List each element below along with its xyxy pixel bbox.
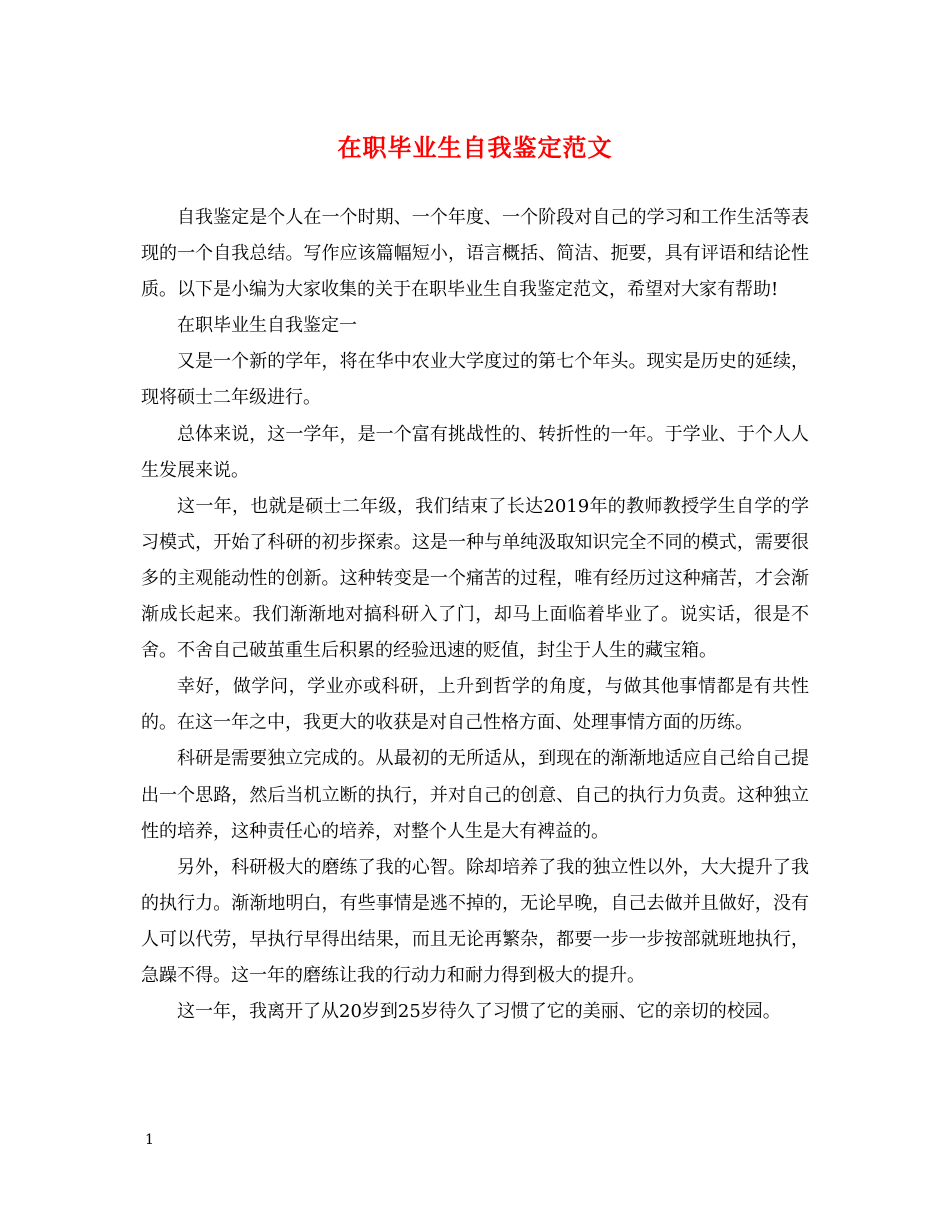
- section-heading: 在职毕业生自我鉴定一: [177, 315, 357, 337]
- paragraph: 总体来说，这一学年，是一个富有挑战性的、转折性的一年。于学业、于个人人生发展来说。: [141, 423, 809, 481]
- paragraph-intro: 自我鉴定是个人在一个时期、一个年度、一个阶段对自己的学习和工作生活等表现的一个自我总结。写作应该篇幅短小，语言概括、简洁、扼要，具有评语和结论性质。以下是小编为大家收集的关于在职毕业生自我鉴定范文，希望对大家有帮助!: [141, 207, 809, 301]
- document-body: [141, 200, 809, 1030]
- paragraph: 幸好，做学问，学业亦或科研，上升到哲学的角度，与做其他事情都是有共性的。在这一年之中，我更大的收获是对自己性格方面、处理事情方面的历练。: [141, 676, 809, 734]
- page-number: 1: [145, 1132, 154, 1148]
- paragraph: 另外，科研极大的磨练了我的心智。除却培养了我的独立性以外，大大提升了我的执行力。渐渐地明白，有些事情是逃不掉的，无论早晚，自己去做并且做好，没有人可以代劳，早执行早得出结果，而且无论再繁杂，都要一步一步按部就班地执行，急躁不得。这一年的磨练让我的行动力和耐力得到极大的提升。: [141, 856, 809, 986]
- paragraph: 又是一个新的学年，将在华中农业大学度过的第七个年头。现实是历史的延续，现将硕士二年级进行。: [141, 351, 809, 409]
- document-title: 在职毕业生自我鉴定范文: [337, 133, 613, 162]
- paragraph: 科研是需要独立完成的。从最初的无所适从，到现在的渐渐地适应自己给自己提出一个思路，然后当机立断的执行，并对自己的创意、自己的执行力负责。这种独立性的培养，这种责任心的培养，对整个人生是大有裨益的。: [141, 748, 809, 842]
- paragraph: 这一年，也就是硕士二年级，我们结束了长达2019年的教师教授学生自学的学习模式，开始了科研的初步探索。这是一种与单纯汲取知识完全不同的模式，需要很多的主观能动性的创新。这种转变是一个痛苦的过程，唯有经历过这种痛苦，才会渐渐成长起来。我们渐渐地对搞科研入了门，却马上面临着毕业了。说实话，很是不舍。不舍自己破茧重生后积累的经验迅速的贬值，封尘于人生的藏宝箱。: [141, 495, 809, 662]
- paragraph: 这一年，我离开了从20岁到25岁待久了习惯了它的美丽、它的亲切的校园。: [177, 1001, 781, 1023]
